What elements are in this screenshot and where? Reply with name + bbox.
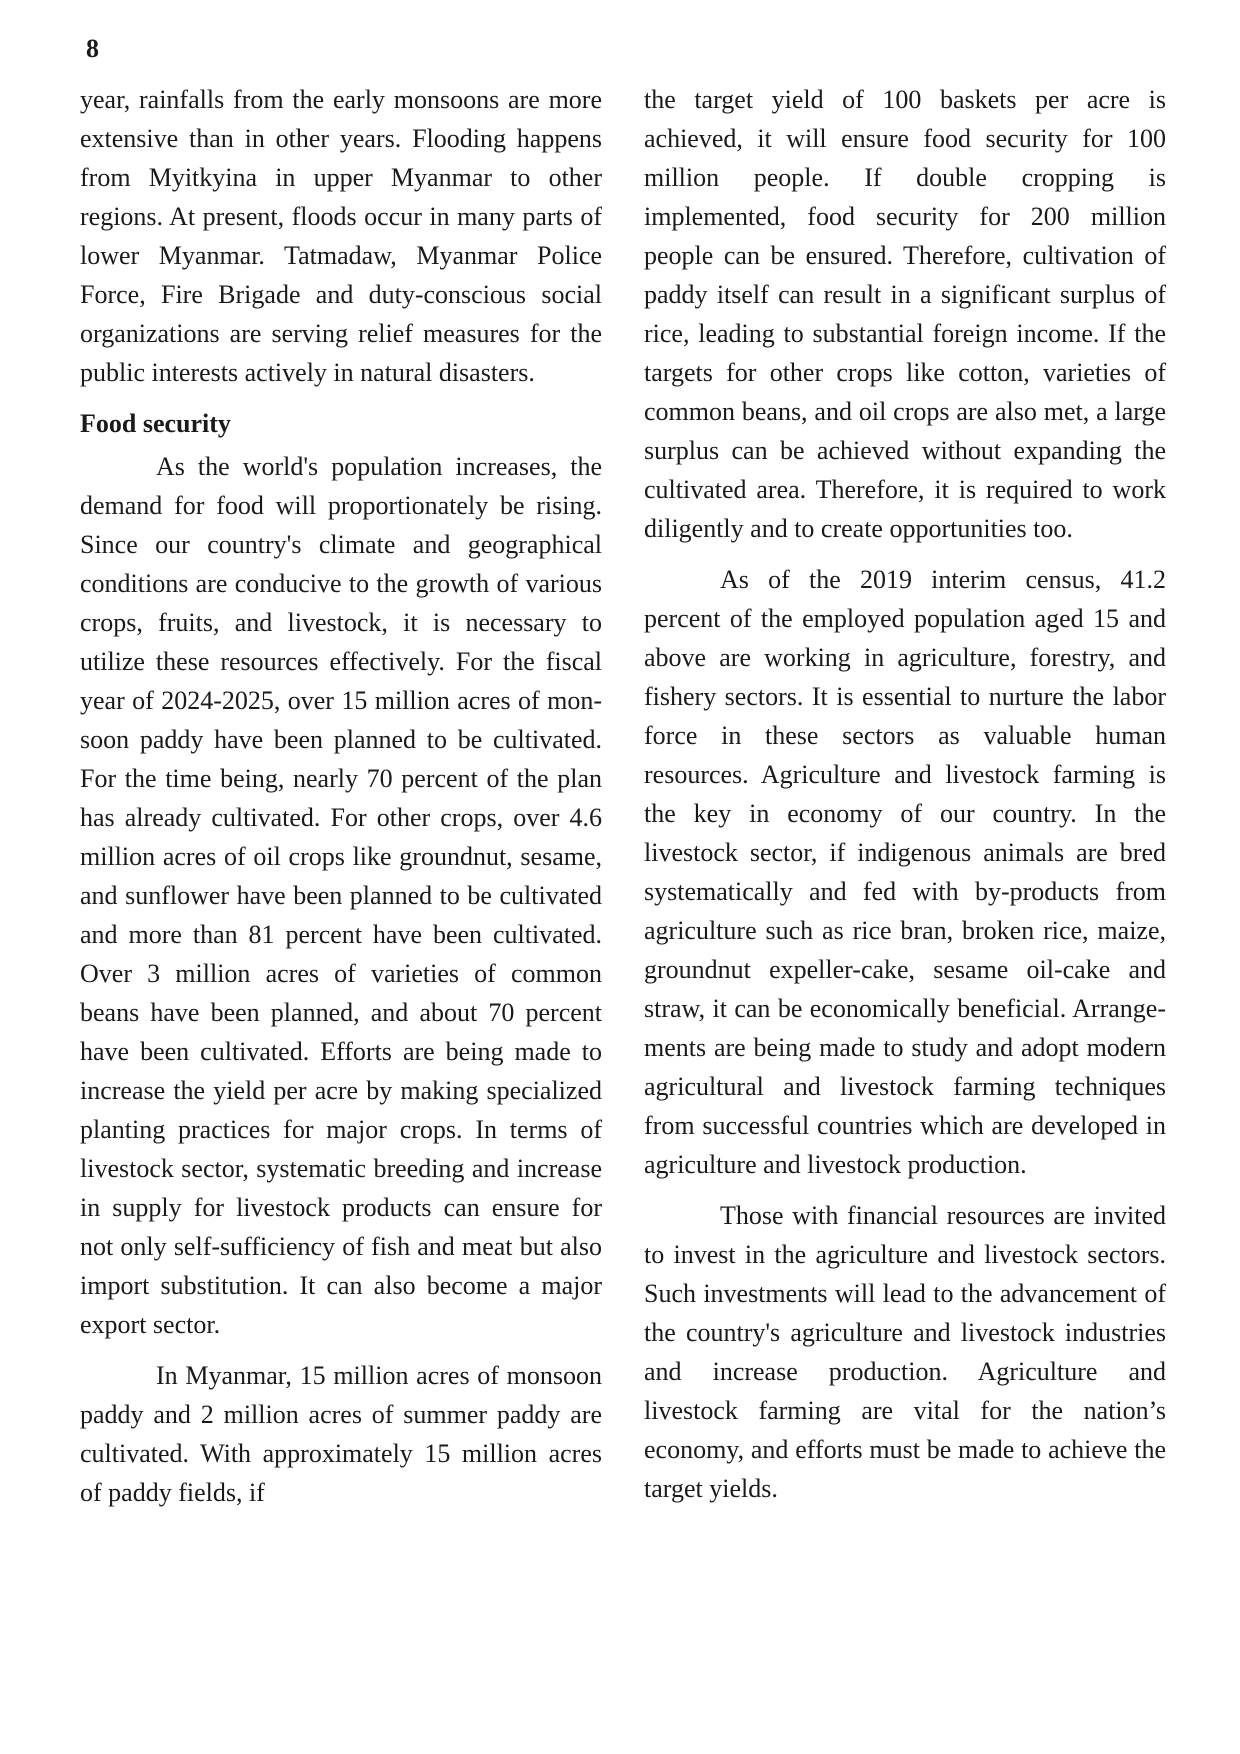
left-column <box>80 80 602 1512</box>
paragraph-target-yield: the target yield of 100 baskets per acre is achieved, it will ensure food security for 100 million people. If double cropping is implemented, food security for 200 million people can be ensured. Therefore, cultivation of paddy itself can result in a significant surplus of rice, leading to substantial foreign income. If the targets for other crops like cotton, varieties of common beans, and oil crops are also met, a large surplus can be achieved without expanding the cultivated area. Therefore, it is required to work diligently and to create opportunities too. <box>644 85 1166 543</box>
section-heading-food-security: Food security <box>80 409 231 438</box>
paragraph-investment: Those with financial resources are invited to invest in the agriculture and livestock sectors. Such investments will lead to the advancement of the country's agriculture and livestock industries and increase production. Agriculture and livestock farming are vital for the nation’s economy, and efforts must be made to achieve the target yields. <box>644 1201 1166 1503</box>
page-number: 8 <box>86 34 99 63</box>
paragraph-census-labor: As of the 2019 interim census, 41.2 percent of the employed population aged 15 and above are working in agriculture, forestry, and fishery sectors. It is essential to nurture the labor force in these sectors as valuable human resources. Agriculture and livestock farming is the key in economy of our country. In the livestock sector, if indigenous animals are bred systematically and fed with by-products from agriculture such as rice bran, broken rice, maize, groundnut expeller-cake, sesame oil-cake and straw, it can be economically beneficial. Arrangements are being made to study and adopt modern agricultural and livestock farming techniques from successful countries which are developed in agriculture and livestock production. <box>644 565 1166 1179</box>
paragraph-paddy-acres: In Myanmar, 15 million acres of monsoon paddy and 2 million acres of summer paddy are cultivated. With approximately 15 million acres of paddy fields, if <box>80 1361 602 1507</box>
right-column <box>644 80 1166 1508</box>
paragraph-food-demand: As the world's population increases, the demand for food will proportionately be rising. Since our country's climate and geographical conditions are conducive to the growth of various crops, fruits, and livestock, it is necessary to utilize these resources effectively. For the fiscal year of 2024-2025, over 15 million acres of monsoon paddy have been planned to be cultivated. For the time being, nearly 70 percent of the plan has already cultivated. For other crops, over 4.6 million acres of oil crops like groundnut, sesame, and sunflower have been planned to be cultivated and more than 81 percent have been cultivated. Over 3 million acres of varieties of common beans have been planned, and about 70 percent have been cultivated. Efforts are being made to increase the yield per acre by making specialized planting practices for major crops. In terms of livestock sector, systematic breeding and increase in supply for livestock products can ensure for not only self-sufficiency of fish and meat but also import substitution. It can also become a major export sector. <box>80 452 602 1339</box>
paragraph-monsoon-floods: year, rainfalls from the early monsoons are more extensive than in other years. Flooding happens from Myitkyina in upper Myanmar to other regions. At present, floods occur in many parts of lower Myanmar. Tatmadaw, Myanmar Police Force, Fire Brigade and duty-conscious social organizations are serving relief measures for the public interests actively in natural disasters. <box>80 85 602 387</box>
